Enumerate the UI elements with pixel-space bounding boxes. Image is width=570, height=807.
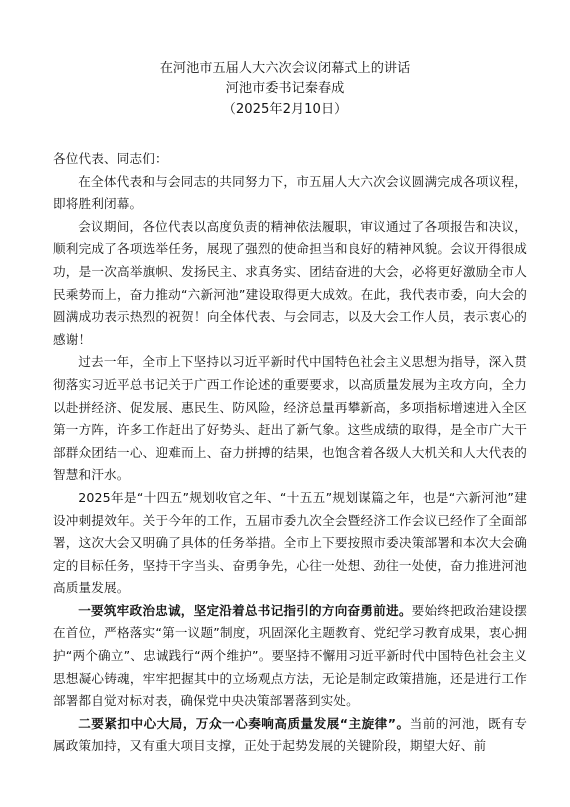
paragraph-5 (53, 600, 527, 713)
paragraph-1: 在全体代表和与会同志的共同努力下，市五届人大六次会议圆满完成各项议程，即将胜利闭幕。 (53, 173, 527, 212)
paragraph-6-text: 当前的河池，既有专属政策加持，又有重大项目支撑，正处于起势发展的关键阶段，期望大好、前 (53, 715, 527, 754)
paragraph-4: 2025年是“十四五”规划收官之年、“十五五”规划谋篇之年，也是“六新河池”建设冲刺提效年。关于今年的工作，五届市委九次全会暨经济工作会议已经作了全面部署，这次大会又明确了具体的任务举措。全市上下要按照市委决策部署和本次大会确定的目标任务，坚持干字当头、奋勇争先，心往一处想、劲往一处使，奋力推进河池高质量发展。 (53, 489, 527, 596)
paragraph-3: 过去一年，全市上下坚持以习近平新时代中国特色社会主义思想为指导，深入贯彻落实习近平总书记关于广西工作论述的重要要求，以高质量发展为主攻方向，全力以赴拼经济、促发展、惠民生、防风险，经济总量再攀新高，多项指标增速进入全区第一方阵，许多工作赶出了好势头、赶出了新气象。这些成绩的取得，是全市广大干部群众团结一心、迎难而上、奋力拼搏的结果，也饱含着各级人大机关和人大代表的智慧和汗水。 (53, 354, 527, 483)
salutation: 各位代表、同志们： (53, 151, 168, 166)
paragraph-5-text: 要始终把政治建设摆在首位，严格落实“第一议题”制度，巩固深化主题教育、党纪学习教育成果，衷心拥护“两个确立”、忠诚践行“两个维护”。要坚持不懈用习近平新时代中国特色社会主义思想凝心铸魂，牢牢把握其中的立场观点方法，无论是制定政策措施，还是进行工作部署都自觉对标对表，确保党中央决策部署落到实处。 (53, 602, 527, 709)
speech-body (53, 148, 527, 758)
paragraph-6 (53, 713, 527, 758)
paragraph-6-heading: 二要紧扣中心大局，万众一心奏响高质量发展“主旋律”。 (78, 715, 410, 731)
paragraph-5-heading: 一要筑牢政治忠诚，坚定沿着总书记指引的方向奋勇前进。 (78, 602, 412, 618)
speech-date: （2025年2月10日） (222, 102, 348, 117)
speech-author: 河池市委书记秦春成 (225, 81, 345, 96)
paragraph-2: 会议期间，各位代表以高度负责的精神依法履职，审议通过了各项报告和决议，顺利完成了各项选举任务，展现了强烈的使命担当和良好的精神风貌。会议开得很成功，是一次高举旗帜、发扬民主、求真务实、团结奋进的大会，必将更好激励全市人民乘势而上，奋力推动“六新河池”建设取得更大成效。在此，我代表市委，向大会的圆满成功表示热烈的祝贺！向全体代表、与会同志，以及大会工作人员，表示衷心的感谢！ (53, 218, 527, 347)
speech-title: 在河池市五届人大六次会议闭幕式上的讲话 (159, 61, 411, 76)
